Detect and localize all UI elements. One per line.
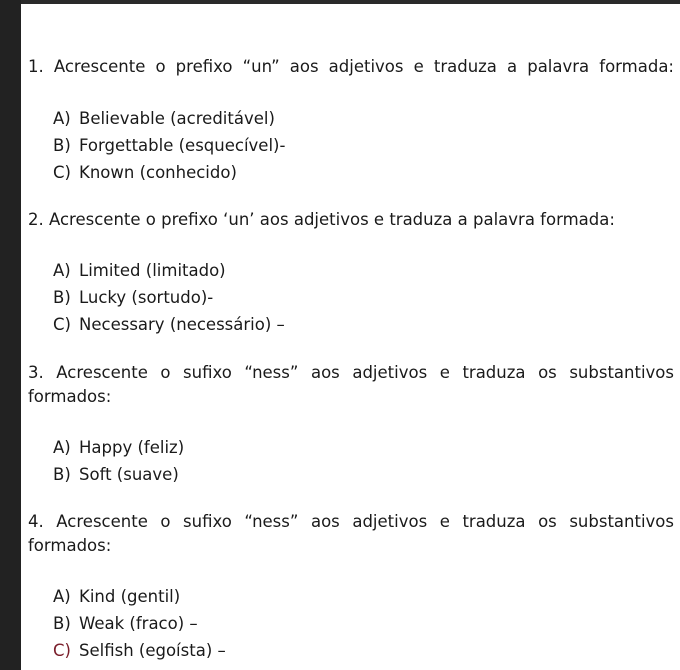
option-letter: C) [53, 641, 71, 660]
question-3-text: 3. Acrescente o sufixo “ness” aos adjetivos e traduza os substantivos formados: [28, 363, 674, 406]
option-text: Necessary (necessário) – [79, 315, 285, 334]
option-letter: A) [53, 587, 71, 606]
option-text: Known (conhecido) [79, 163, 237, 182]
question-3-option-b [53, 463, 179, 487]
question-2-option-b [53, 286, 213, 310]
option-letter: A) [53, 261, 71, 280]
question-4-option-a [53, 585, 180, 609]
option-letter: A) [53, 438, 71, 457]
question-2-option-c [53, 313, 285, 337]
option-letter: B) [53, 136, 71, 155]
option-letter: B) [53, 288, 71, 307]
option-letter: C) [53, 315, 71, 334]
option-text: Lucky (sortudo)- [79, 288, 214, 307]
question-1-option-a [53, 107, 275, 131]
document-page [21, 4, 680, 670]
option-text: Soft (suave) [79, 465, 179, 484]
option-text: Weak (fraco) – [79, 614, 198, 633]
option-letter: B) [53, 465, 71, 484]
option-text: Selfish (egoísta) – [79, 641, 226, 660]
question-1-option-c [53, 161, 237, 185]
option-text: Forgettable (esquecível)- [79, 136, 286, 155]
option-text: Limited (limitado) [79, 261, 226, 280]
window-left-border [0, 0, 21, 670]
option-text: Kind (gentil) [79, 587, 181, 606]
question-1-option-b [53, 134, 285, 158]
question-2-option-a [53, 259, 226, 283]
question-4-option-c [53, 639, 226, 663]
option-letter: B) [53, 614, 71, 633]
question-2-text: 2. Acrescente o prefixo ‘un’ aos adjetivos e traduza a palavra formada: [28, 210, 615, 229]
option-letter: A) [53, 109, 71, 128]
question-1-text: 1. Acrescente o prefixo “un” aos adjetivos e traduza a palavra formada: [28, 57, 674, 76]
question-4-text: 4. Acrescente o sufixo “ness” aos adjetivos e traduza os substantivos formados: [28, 512, 674, 555]
option-letter: C) [53, 163, 71, 182]
question-3-option-a [53, 436, 184, 460]
question-4-option-b [53, 612, 198, 636]
option-text: Happy (feliz) [79, 438, 185, 457]
option-text: Believable (acreditável) [79, 109, 275, 128]
